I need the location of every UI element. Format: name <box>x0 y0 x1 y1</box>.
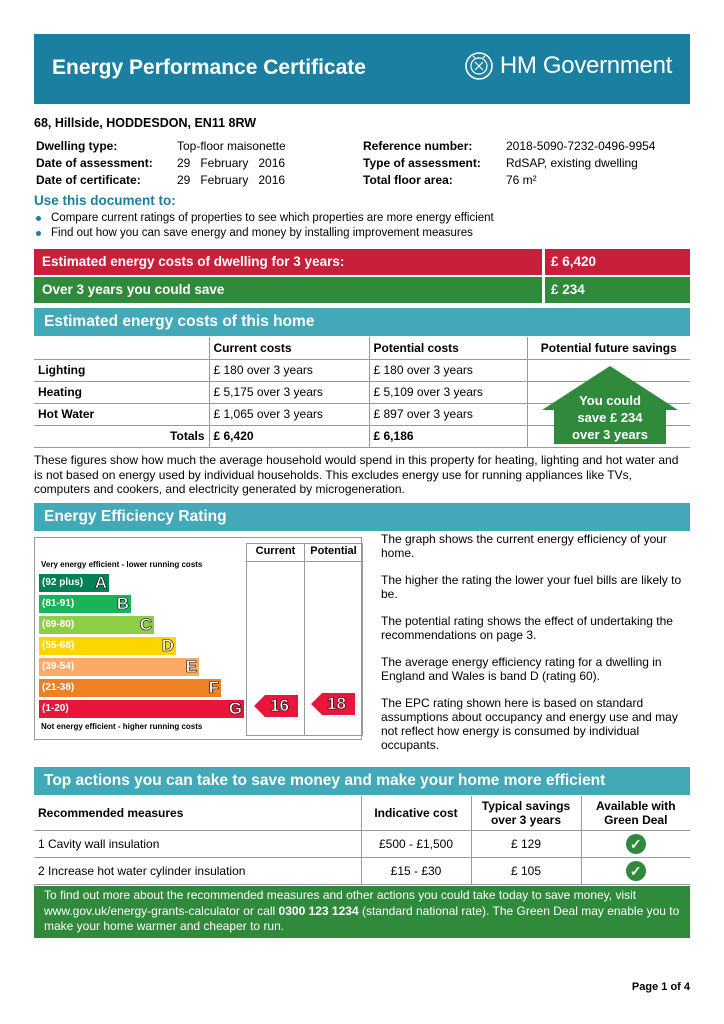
current-column-header: Current <box>255 545 296 557</box>
band-range: (55-68) <box>42 640 75 651</box>
use-bullet <box>36 227 473 239</box>
could-save-label: Over 3 years you could save <box>34 277 542 303</box>
rating-band-b <box>39 595 131 613</box>
band-range: (21-38) <box>42 682 75 693</box>
measure-saving: £ 105 <box>471 858 581 885</box>
band-letter: B <box>116 594 129 613</box>
rating-band-g <box>39 700 244 718</box>
rating-explanation-2: The higher the rating the lower your fuel bills are likely to be. <box>381 573 682 601</box>
rating-explanation-5: The EPC rating shown here is based on standard assumptions about occupancy and energy use and may not reflect how energy is consumed by individual occupants. <box>381 696 678 752</box>
potential-rating-value: 18 <box>327 694 346 713</box>
royal-crest-icon <box>464 51 494 81</box>
inefficient-note: Not energy efficient - higher running costs <box>41 722 203 731</box>
costs-section-header: Estimated energy costs of this home <box>34 308 690 336</box>
property-address: 68, Hillside, HODDESDON, EN11 8RW <box>34 116 257 130</box>
rating-explanation-3: The potential rating shows the effect of undertaking the recommendations on page 3. <box>381 614 673 642</box>
page-number: Page 1 of 4 <box>631 981 690 993</box>
dwelling-type-label: Dwelling type: <box>36 139 118 153</box>
cost-current: £ 180 over 3 years <box>209 359 369 381</box>
measure-saving: £ 129 <box>471 831 581 858</box>
rating-band-e <box>39 658 199 676</box>
current-rating-value: 16 <box>270 696 289 715</box>
cost-item-name: Hot Water <box>38 407 95 421</box>
efficient-note: Very energy efficient - lower running costs <box>41 560 203 569</box>
certificate-date-label: Date of certificate: <box>36 173 141 187</box>
measure-cost: £15 - £30 <box>361 858 471 885</box>
cost-current: £ 5,175 over 3 years <box>209 381 369 403</box>
cost-potential: £ 180 over 3 years <box>369 359 527 381</box>
measures-table <box>34 796 690 885</box>
bullet-dot-icon <box>36 231 41 236</box>
hm-government-text: HM Government <box>499 52 672 79</box>
use-bullet-text: Compare current ratings of properties to see which properties are more energy efficient <box>51 212 494 224</box>
could-save-value: £ 234 <box>545 277 690 303</box>
header-banner <box>34 34 690 104</box>
band-range: (1-20) <box>42 703 69 714</box>
totals-potential: £ 6,186 <box>369 425 527 447</box>
rating-band-f <box>39 679 221 697</box>
table-row <box>34 858 690 885</box>
potential-column-header: Potential <box>310 545 357 557</box>
rating-band-d <box>39 637 176 655</box>
band-letter: D <box>161 636 174 655</box>
cost-item-name: Lighting <box>38 363 86 377</box>
rating-band-a <box>39 574 109 592</box>
estimated-cost-bar <box>34 249 690 275</box>
measure-name: 2 Increase hot water cylinder insulation <box>38 864 246 878</box>
cost-potential: £ 897 over 3 years <box>369 403 527 425</box>
costs-explanation: These figures show how much the average household would spend in this property for heating, lighting and hot water and is not based on energy used by individual households. This excludes energy use for running appliances like TVs, computers and cookers, and electricity generated by microgeneration. <box>34 453 679 496</box>
potential-costs-header: Potential costs <box>369 337 527 359</box>
measure-cost: £500 - £1,500 <box>361 831 471 858</box>
floor-area-value: 76 m² <box>506 173 537 187</box>
rating-section-header: Energy Efficiency Rating <box>34 503 690 531</box>
cost-header: Indicative cost <box>361 796 471 831</box>
cost-potential: £ 5,109 over 3 years <box>369 381 527 403</box>
assessment-date-label: Date of assessment: <box>36 156 153 170</box>
measure-name: 1 Cavity wall insulation <box>38 837 160 851</box>
check-icon: ✓ <box>626 834 646 854</box>
more-info-text-end: (standard national rate). The Green Deal may enable you to make your home warmer and cheaper to run. <box>44 903 680 933</box>
use-document-heading: Use this document to: <box>34 193 176 208</box>
band-letter: G <box>228 699 242 718</box>
savings-house-arrow <box>540 364 680 449</box>
band-letter: C <box>139 615 152 634</box>
page-title: Energy Performance Certificate <box>52 56 366 79</box>
reference-number-value: 2018-5090-7232-0496-9954 <box>506 139 656 153</box>
assessment-date-value: 29 February 2016 <box>177 156 286 170</box>
could-save-bar <box>34 277 690 303</box>
hm-government-logo <box>464 51 672 81</box>
measures-header: Recommended measures <box>38 806 184 820</box>
actions-section-header: Top actions you can take to save money and make your home more efficient <box>34 767 690 795</box>
costs-header-blank <box>34 337 209 359</box>
rating-explanation-1: The graph shows the current energy efficiency of your home. <box>381 532 667 560</box>
efficiency-rating-chart <box>34 537 362 740</box>
band-letter: E <box>185 657 197 676</box>
assessment-type-value: RdSAP, existing dwelling <box>506 156 638 170</box>
savings-line-1: You could <box>579 393 641 408</box>
more-info-text-start: To find out more about the recommended measures and other actions you could take today to save money, visit www.gov.uk/energy-grants-calculator or call <box>44 888 637 918</box>
more-info-box <box>34 886 690 938</box>
estimated-cost-value: £ 6,420 <box>545 249 690 275</box>
use-bullet-text: Find out how you can save energy and money by installing improvement measures <box>51 227 473 239</box>
reference-number-label: Reference number: <box>363 139 473 153</box>
floor-area-label: Total floor area: <box>363 173 453 187</box>
current-costs-header: Current costs <box>209 337 369 359</box>
certificate-date-value: 29 February 2016 <box>177 173 286 187</box>
totals-label: Totals <box>170 429 205 443</box>
band-letter: A <box>94 573 107 592</box>
rating-band-c <box>39 616 154 634</box>
band-letter: F <box>208 678 219 697</box>
phone-number: 0300 123 1234 <box>278 903 359 918</box>
estimated-cost-label: Estimated energy costs of dwelling for 3 years: <box>34 249 542 275</box>
check-icon: ✓ <box>626 861 646 881</box>
future-savings-header: Potential future savings <box>527 337 690 359</box>
cost-current: £ 1,065 over 3 years <box>209 403 369 425</box>
totals-current: £ 6,420 <box>209 425 369 447</box>
savings-line-2: save £ 234 <box>577 410 643 425</box>
cost-item-name: Heating <box>38 385 83 399</box>
typical-savings-header: Typical savings over 3 years <box>471 796 581 831</box>
green-deal-header: Available with Green Deal <box>581 796 690 831</box>
savings-line-3: over 3 years <box>572 427 648 442</box>
band-range: (81-91) <box>42 598 75 609</box>
use-bullet <box>36 212 494 224</box>
table-row <box>34 831 690 858</box>
band-range: (69-80) <box>42 619 75 630</box>
bullet-dot-icon <box>36 216 41 221</box>
band-range: (39-54) <box>42 661 75 672</box>
assessment-type-label: Type of assessment: <box>363 156 481 170</box>
dwelling-type-value: Top-floor maisonette <box>177 139 286 153</box>
rating-explanation-4: The average energy efficiency rating for a dwelling in England and Wales is band D (rating 60). <box>381 655 662 683</box>
band-range: (92 plus) <box>42 577 84 588</box>
